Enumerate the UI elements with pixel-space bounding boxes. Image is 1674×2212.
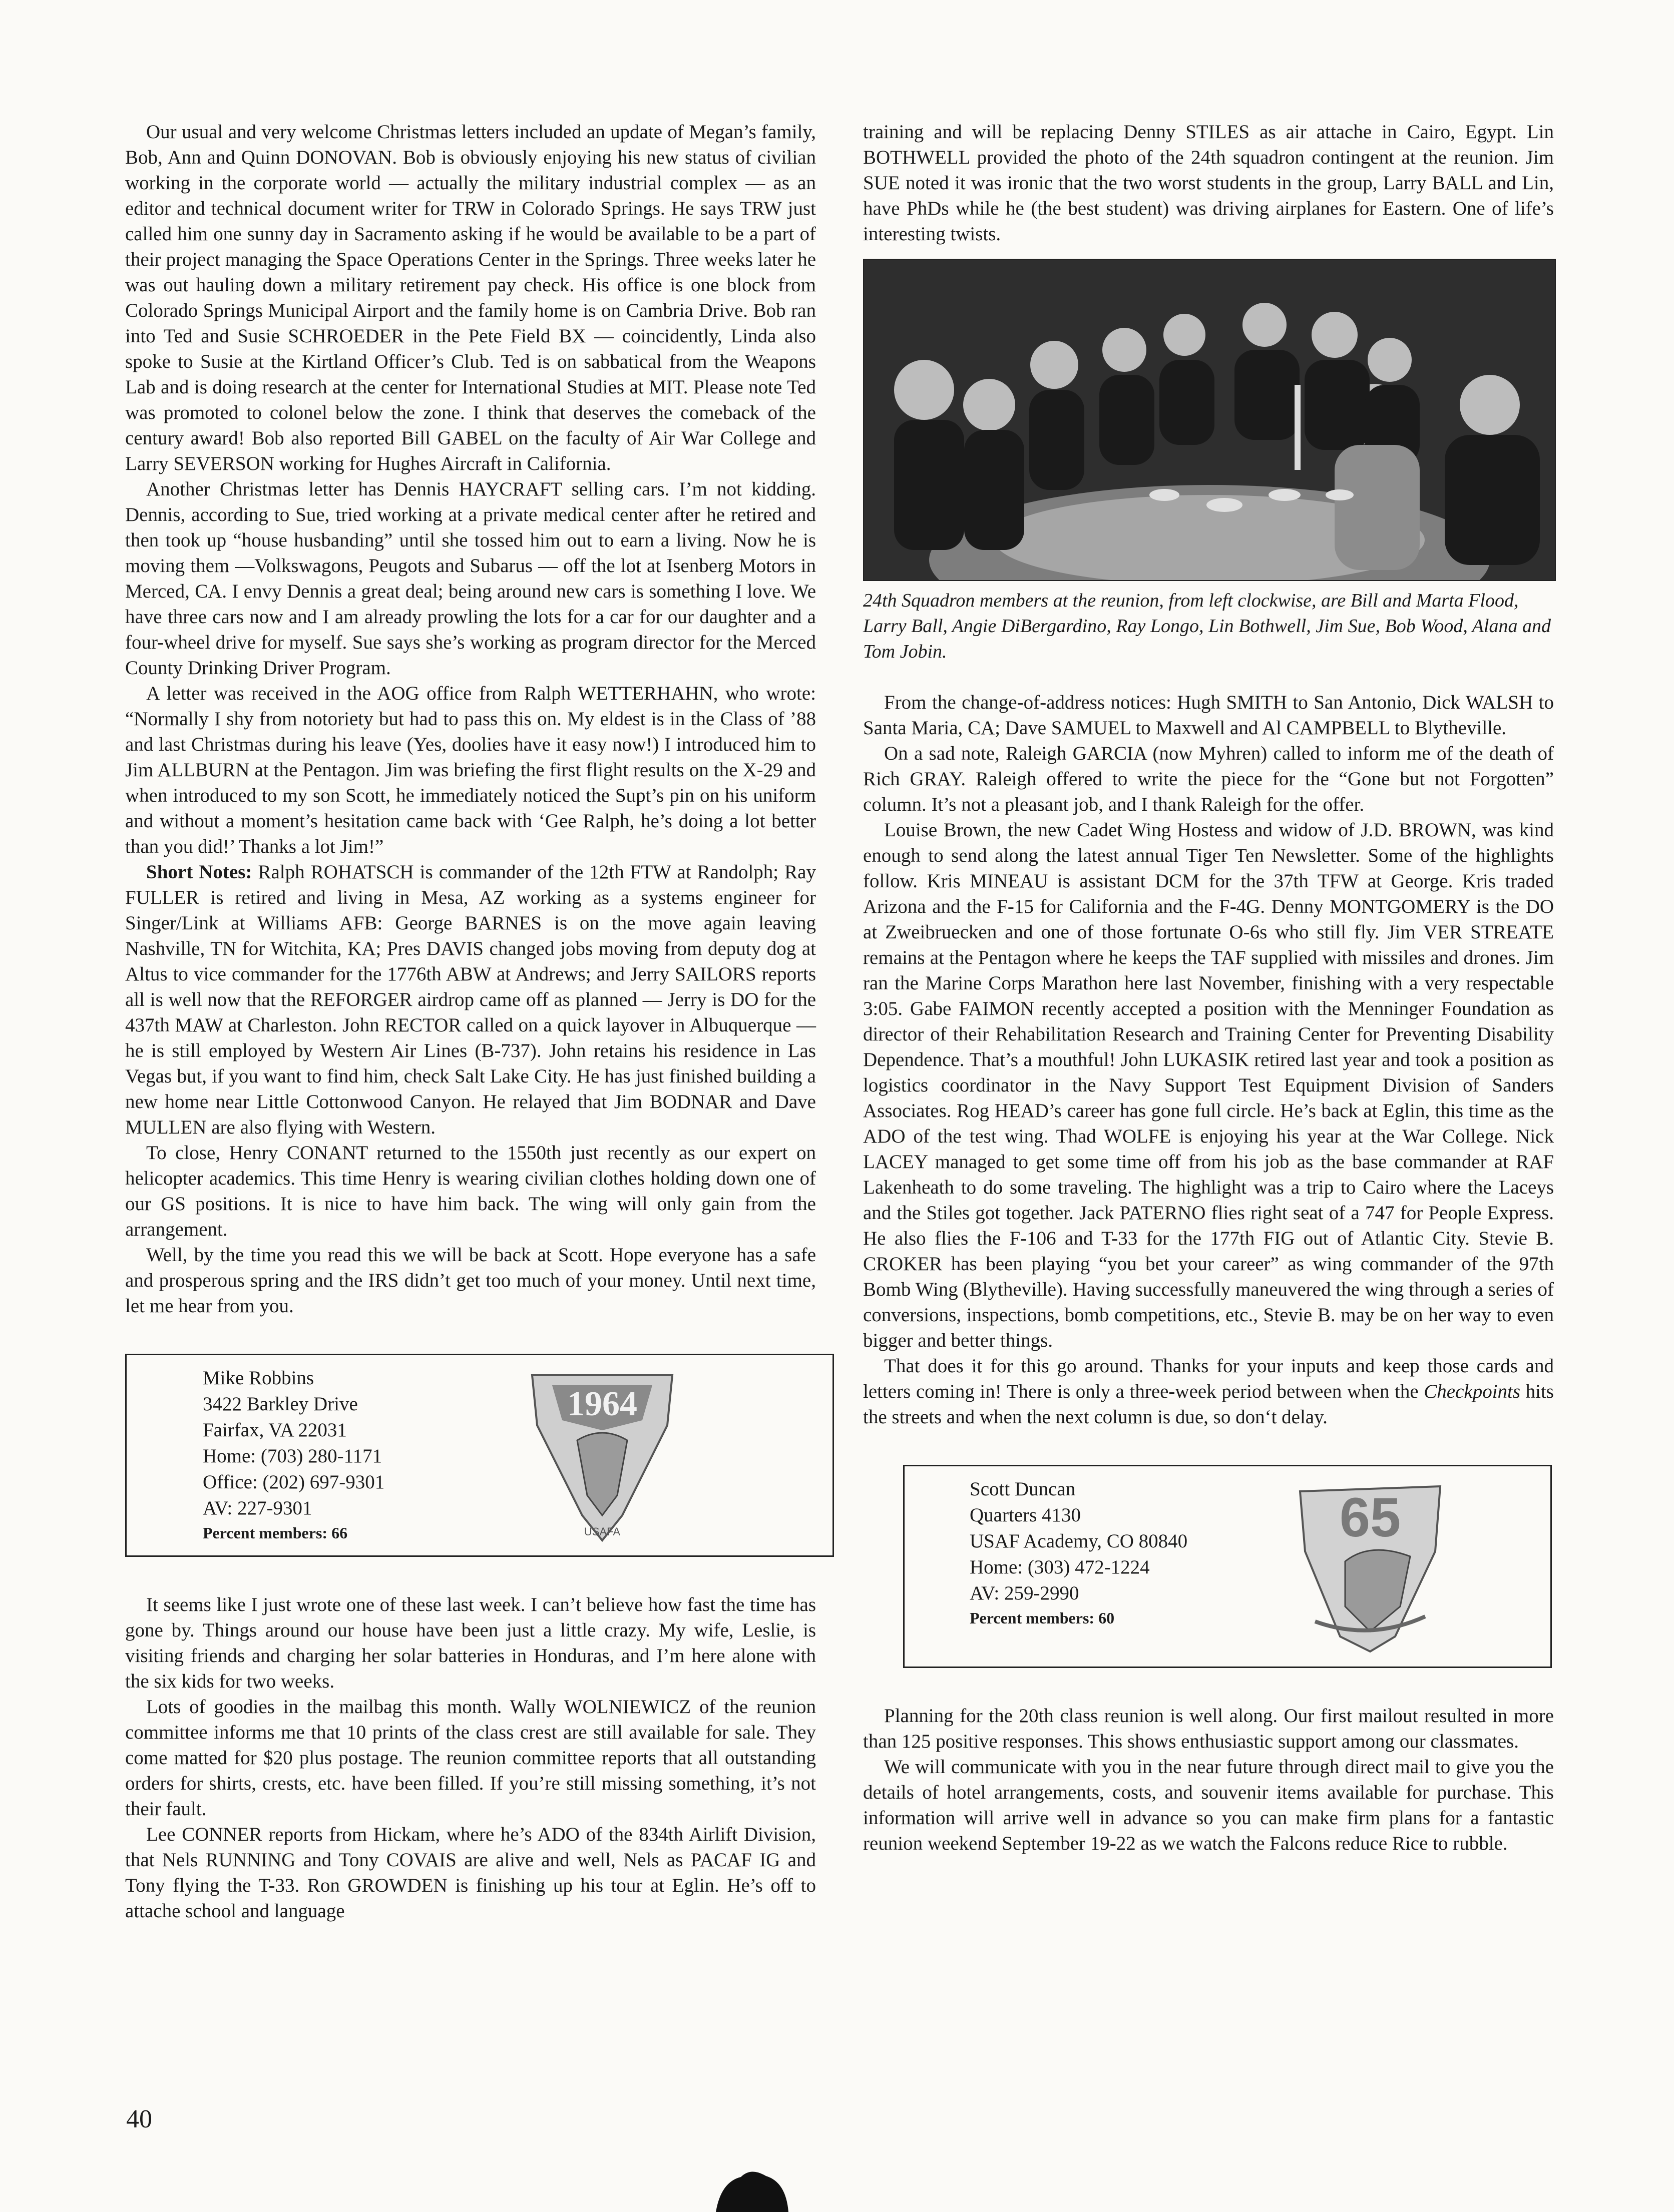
paragraph-wetterhahn: A letter was received in the AOG office from Ralph WETTERHAHN, who wrote: “Normally I shy from notoriety but had to pass this on. My eldest is in the Class of ’88 and last Christmas during his leave (Yes, doolies have it easy now!) I introduced him to Jim ALLBURN at the Pentagon. Jim was briefing the first flight results on the X-29 and when introduced to my son Scott, he immediately noticed the Supt’s pin on his uniform and without a moment’s hesitation came back with ‘Gee Ralph, he’s doing a lot better than you did!’ Thanks a lot Jim!” bbox=[125, 683, 816, 857]
contact-av: AV: 259-2990 bbox=[970, 1582, 1079, 1604]
closing-text-pre: That does it for this go around. Thanks for your inputs and keep those cards and letters coming in! There is only a three-week period between when the bbox=[863, 1355, 1554, 1402]
photo-caption: 24th Squadron members at the reunion, from left clockwise, are Bill and Marta Flood, Larry Ball, Angie DiBergardino, Ray Longo, Lin Bothwell, Jim Sue, Bob Wood, Alana and Tom Jobin. bbox=[863, 590, 1551, 662]
reunion-photo-scene-icon bbox=[864, 260, 1555, 580]
paragraph-short-notes bbox=[125, 859, 816, 1140]
ink-blot-icon bbox=[711, 2167, 791, 2212]
contact-box-robbins bbox=[125, 1354, 834, 1557]
contact-name: Scott Duncan bbox=[970, 1478, 1076, 1500]
contact-av: AV: 227-9301 bbox=[203, 1497, 312, 1519]
paragraph-tiger-ten: Louise Brown, the new Cadet Wing Hostess and widow of J.D. BROWN, was kind enough to send along the latest annual Tiger Ten Newsletter. Some of the highlights follow. Kris MINEAU is assistant DCM for the 37th TFW at George. Kris traded Arizona and the F-15 for California and the F-4G. Denny MONTGOMERY is the DO at Zweibruecken and one of those fortunate O-6s who still fly. Jim VER STREATE remains at the Pentagon where he keeps the TAF supplied with missiles and drones. Jim ran the Marine Corps Marathon here last November, finishing with a very respectable 3:05. Gabe FAIMON recently accepted a position with the Menninger Foundation as director of their Rehabilitation Research and Training Center for Preventing Disability Dependence. That’s a mouthful! John LUKASIK retired last year and took a position as logistics coordinator in the Navy Support Test Equipment Division of Sanders Associates. Rog HEAD’s career has gone full circle. He’s back at Eglin, this time as the ADO of the test wing. Thad WOLFE is enjoying his year at the War College. Nick LACEY managed to get some time off from his job as the base commander at RAF Lakenheath to do some traveling. The highlight was a trip to Cairo where the Laceys and the Stiles got together. Jack PATERNO flies right seat of a 747 for People Express. He also flies the F-106 and T-33 for the 177th FIG out of Atlantic City. Stevie B. CROKER has been playing “you bet your career” as wing commander of the 97th Bomb Wing (Blytheville). Having successfully maneuvered the wing through a series of conversions, inspections, bomb competitions, etc., Stevie B. may be on her way to even bigger and better things. bbox=[863, 819, 1554, 1351]
reunion-photo bbox=[863, 259, 1556, 581]
paragraph-busy: It seems like I just wrote one of these last week. I can’t believe how fast the time has gone by. Things around our house have been just a little crazy. My wife, Leslie, is visiting friends and charging her solar batteries in Honduras, and I’m here alone with the six kids for two weeks. bbox=[125, 1594, 816, 1692]
left-column bbox=[125, 119, 816, 1924]
paragraph-mailbag: Lots of goodies in the mailbag this month. Wally WOLNIEWICZ of the reunion committee informs me that 10 prints of the class crest are still available for sale. They come matted for $20 plus postage. The reunion committee reports that all outstanding orders for shirts, crests, etc. have been filled. If you’re still missing something, it’s not their fault. bbox=[125, 1696, 816, 1820]
crest-1964-sub: USAFA bbox=[584, 1525, 621, 1538]
paragraph-sad-note: On a sad note, Raleigh GARCIA (now Myhren) called to inform me of the death of Rich GRAY. Raleigh offered to write the piece for the “Gone but not Forgotten” column. It’s not a pleasant job, and I thank Raleigh for the offer. bbox=[863, 743, 1554, 815]
class-crest-1964-icon bbox=[522, 1365, 682, 1545]
paragraph-reunion-details: We will communicate with you in the near future through direct mail to give you the details of hotel arrangements, costs, and souvenir items available for purchase. This information will arrive well in advance so you can make firm plans for a fantastic reunion weekend September 19-22 as we watch the Falcons reduce Rice to rubble. bbox=[863, 1756, 1554, 1854]
paragraph-donovan: Our usual and very welcome Christmas letters included an update of Megan’s family, Bob, Ann and Quinn DONOVAN. Bob is obviously enjoying his new status of civilian working in the corporate world — actually the military industrial complex — as an editor and technical document writer for TRW in Colorado Springs. He says TRW just called him one sunny day in Sacramento asking if he would be available to be a part of their project managing the Space Operations Center in the Springs. Three weeks later he was out hauling down a military retirement pay check. His office is one block from Colorado Springs Municipal Airport and the family home is on Cambria Drive. Bob ran into Ted and Susie SCHROEDER in the Pete Field BX — coincidently, Linda also spoke to Susie at the Kirtland Officer’s Club. Ted is on sabbatical from the Weapons Lab and is doing research at the center for International Studies at MIT. Please note Ted was promoted to colonel below the zone. I think that deserves the comeback of the century award! Bob also reported Bill GABEL on the faculty of Air War College and Larry SEVERSON working for Hughes Aircraft in California. bbox=[125, 121, 816, 474]
checkpoints-title: Checkpoints bbox=[1424, 1381, 1521, 1402]
page-number: 40 bbox=[126, 2105, 152, 2133]
contact-home-phone: Home: (703) 280-1171 bbox=[203, 1445, 382, 1467]
percent-members: Percent members: 60 bbox=[970, 1609, 1115, 1627]
crest-1964-number: 1964 bbox=[567, 1385, 637, 1423]
contact-city: Fairfax, VA 22031 bbox=[203, 1419, 347, 1441]
contact-street: Quarters 4130 bbox=[970, 1504, 1081, 1526]
contact-street: 3422 Barkley Drive bbox=[203, 1393, 358, 1415]
contact-box-duncan bbox=[903, 1465, 1552, 1668]
percent-members: Percent members: 66 bbox=[203, 1524, 348, 1542]
contact-city: USAF Academy, CO 80840 bbox=[970, 1530, 1188, 1552]
contact-name: Mike Robbins bbox=[203, 1367, 314, 1389]
paragraph-closing bbox=[863, 1353, 1554, 1430]
paragraph-closing-scott: Well, by the time you read this we will be back at Scott. Hope everyone has a safe and prosperous spring and the IRS didn’t get too much of your money. Until next time, let me hear from you. bbox=[125, 1244, 816, 1317]
paragraph-reunion-planning: Planning for the 20th class reunion is well along. Our first mailout resulted in more than 125 positive responses. This shows enthusiastic support among our classmates. bbox=[863, 1705, 1554, 1752]
crest-1965-number: 65 bbox=[1339, 1487, 1401, 1548]
paragraph-conner: Lee CONNER reports from Hickam, where he’s ADO of the 834th Airlift Division, that Nels RUNNING and Tony COVAIS are alive and well, Nels as PACAF IG and Tony flying the T-33. Ron GROWDEN is finishing up his tour at Eglin. He’s off to attache school and language bbox=[125, 1824, 816, 1922]
right-column bbox=[863, 119, 1554, 1856]
paragraph-stiles-continued: training and will be replacing Denny STILES as air attache in Cairo, Egypt. Lin BOTHWELL provided the photo of the 24th squadron contingent at the reunion. Jim SUE noted it was ironic that the two worst students in the group, Larry BALL and Lin, have PhDs while he (the best student) was driving airplanes for Eastern. One of life’s interesting twists. bbox=[863, 121, 1554, 245]
class-crest-1965-icon bbox=[1285, 1476, 1455, 1656]
short-notes-label: Short Notes: bbox=[146, 861, 252, 883]
paragraph-haycraft: Another Christmas letter has Dennis HAYCRAFT selling cars. I’m not kidding. Dennis, according to Sue, tried working at a private medical center after he retired and then took up “house husbanding” until she tossed him out to earn a living. Now he is moving them —Volkswagons, Peugots and Subarus — off the lot at Isenberg Motors in Merced, CA. I envy Dennis a great deal; being around new cars is something I love. We have three cars now and I am already prowling the lots for a car for our daughter and a four-wheel drive for myself. Sue says she’s working as program director for the Merced County Drinking Driver Program. bbox=[125, 478, 816, 679]
contact-home-phone: Home: (303) 472-1224 bbox=[970, 1556, 1150, 1578]
contact-address bbox=[970, 1476, 1187, 1629]
closing-text-post: hits the streets and when the next column is due, so don‘t delay. bbox=[863, 1381, 1554, 1428]
short-notes-text: Ralph ROHATSCH is commander of the 12th FTW at Randolph; Ray FULLER is retired and living in Mesa, AZ working as a systems engineer for Singer/Link at Williams AFB: George BARNES is on the move again leaving Nashville, TN for Witchita, KA; Pres DAVIS changed jobs moving from deputy dog at Altus to vice commander for the 1776th ABW at Andrews; and Jerry SAILORS reports all is well now that the REFORGER airdrop came off as planned — Jerry is DO for the 437th MAW at Charleston. John RECTOR called on a quick layover in Albuquerque — he is still employed by Western Air Lines (B-737). John retains his residence in Las Vegas but, if you want to find him, check Salt Lake City. He has just finished building a new home near Little Cottonwood Canyon. He relayed that Jim BODNAR and Dave MULLEN are also flying with Western. bbox=[125, 861, 816, 1138]
contact-office-phone: Office: (202) 697-9301 bbox=[203, 1471, 385, 1493]
contact-address bbox=[203, 1365, 384, 1544]
paragraph-conant: To close, Henry CONANT returned to the 1550th just recently as our expert on helicopter academics. This time Henry is wearing civilian clothes holding down one of our GS positions. It is nice to have him back. The wing will only gain from the arrangement. bbox=[125, 1142, 816, 1240]
paragraph-address-changes: From the change-of-address notices: Hugh SMITH to San Antonio, Dick WALSH to Santa Maria, CA; Dave SAMUEL to Maxwell and Al CAMPBELL to Blytheville. bbox=[863, 692, 1554, 739]
